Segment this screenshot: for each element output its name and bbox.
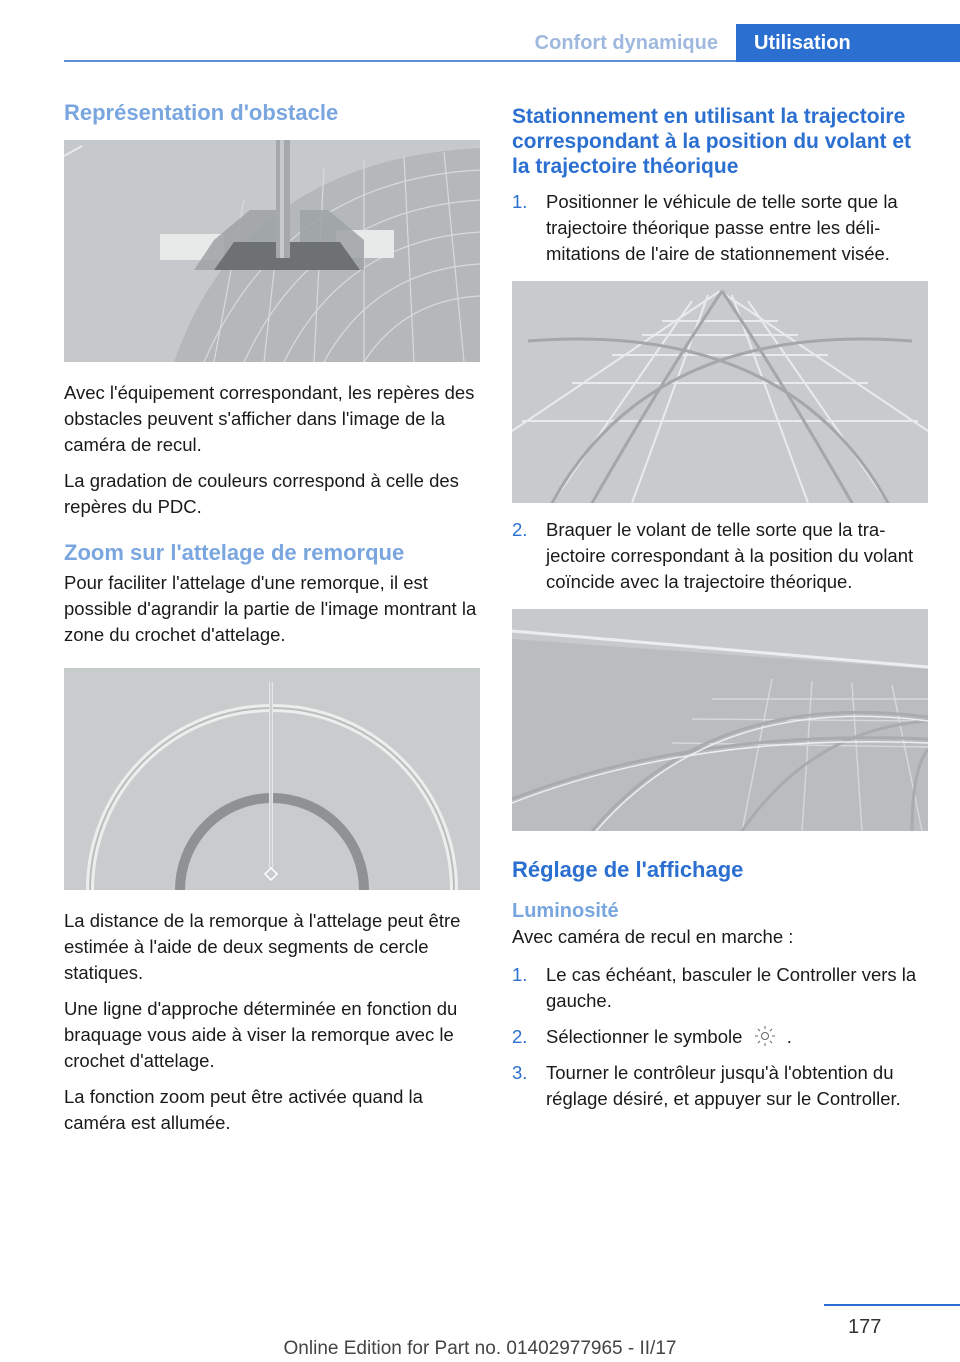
paragraph-zoom-intro: Pour faciliter l'attelage d'une remorque, il est possible d'agrandir la partie de l'image montrant la zone du crochet d'attelage. xyxy=(64,572,477,645)
tab-confort-dynamique[interactable]: Confort dynamique xyxy=(534,32,718,54)
right-column xyxy=(512,104,928,1122)
tab-utilisation[interactable]: Utilisation xyxy=(736,24,960,62)
step-text: Braquer le volant de telle sorte que la trajectoire correspondant à la position du volant coïncide avec la trajectoire théorique. xyxy=(546,519,914,592)
step-text: Tourner le contrôleur jusqu'à l'obtention du réglage désiré, et appuyer sur le Controller. xyxy=(546,1062,901,1109)
parking-steps-a xyxy=(512,189,928,267)
parking-steps-b xyxy=(512,517,928,595)
section-title-reglage: Réglage de l'affichage xyxy=(512,857,744,882)
list-item xyxy=(512,189,928,267)
section-title-stationnement: Stationnement en utilisant la trajectoire correspondant à la position du volant et la trajectoire théorique xyxy=(512,105,912,178)
step-number: 1. xyxy=(512,191,528,212)
edition-footer: Online Edition for Part no. 01402977965 - II/17 xyxy=(283,1338,677,1359)
step-number: 2. xyxy=(512,519,528,540)
trajectory-figure-1 xyxy=(512,281,928,503)
step-number: 2. xyxy=(512,1026,528,1047)
hitch-zoom-figure xyxy=(64,668,480,890)
list-item xyxy=(512,517,928,595)
list-item xyxy=(512,1024,928,1050)
paragraph-zoom-1: La distance de la remorque à l'attelage peut être estimée à l'aide de deux segments de cercle statiques. xyxy=(64,910,461,983)
step-number: 1. xyxy=(512,964,528,985)
list-item xyxy=(512,962,928,1014)
paragraph-luminosite-intro: Avec caméra de recul en marche : xyxy=(512,926,794,947)
trajectory-figure-2 xyxy=(512,609,928,831)
page-number: 177 xyxy=(848,1316,882,1338)
brightness-steps xyxy=(512,962,928,1112)
paragraph-obstacle-1: Avec l'équipement correspondant, les repères des obstacles peuvent s'afficher dans l'image de la caméra de recul. xyxy=(64,382,475,455)
step-text: Le cas échéant, basculer le Controller vers la gauche. xyxy=(546,964,917,1011)
paragraph-zoom-2: Une ligne d'approche déterminée en fonction du braquage vous aide à viser la remorque avec le crochet d'attelage. xyxy=(64,998,458,1071)
section-title-luminosite: Luminosité xyxy=(512,900,619,922)
paragraph-zoom-3: La fonction zoom peut être activée quand la caméra est allumée. xyxy=(64,1086,423,1133)
step-text: Sélectionner le symbole xyxy=(546,1026,743,1047)
obstacle-figure xyxy=(64,140,480,362)
sun-icon xyxy=(754,1025,776,1047)
left-column xyxy=(64,98,480,1146)
step-text-end: . xyxy=(786,1026,792,1047)
paragraph-obstacle-2: La gradation de couleurs correspond à celle des repères du PDC. xyxy=(64,470,459,517)
footer-rule xyxy=(824,1304,960,1306)
list-item xyxy=(512,1060,928,1112)
step-text: Positionner le véhicule de telle sorte que la trajectoire théorique passe entre les délimitations de l'aire de stationnement visée. xyxy=(546,191,898,264)
step-number: 3. xyxy=(512,1062,528,1083)
section-title-zoom: Zoom sur l'attelage de remorque xyxy=(64,540,405,565)
section-title-obstacle: Représentation d'obstacle xyxy=(64,100,339,125)
